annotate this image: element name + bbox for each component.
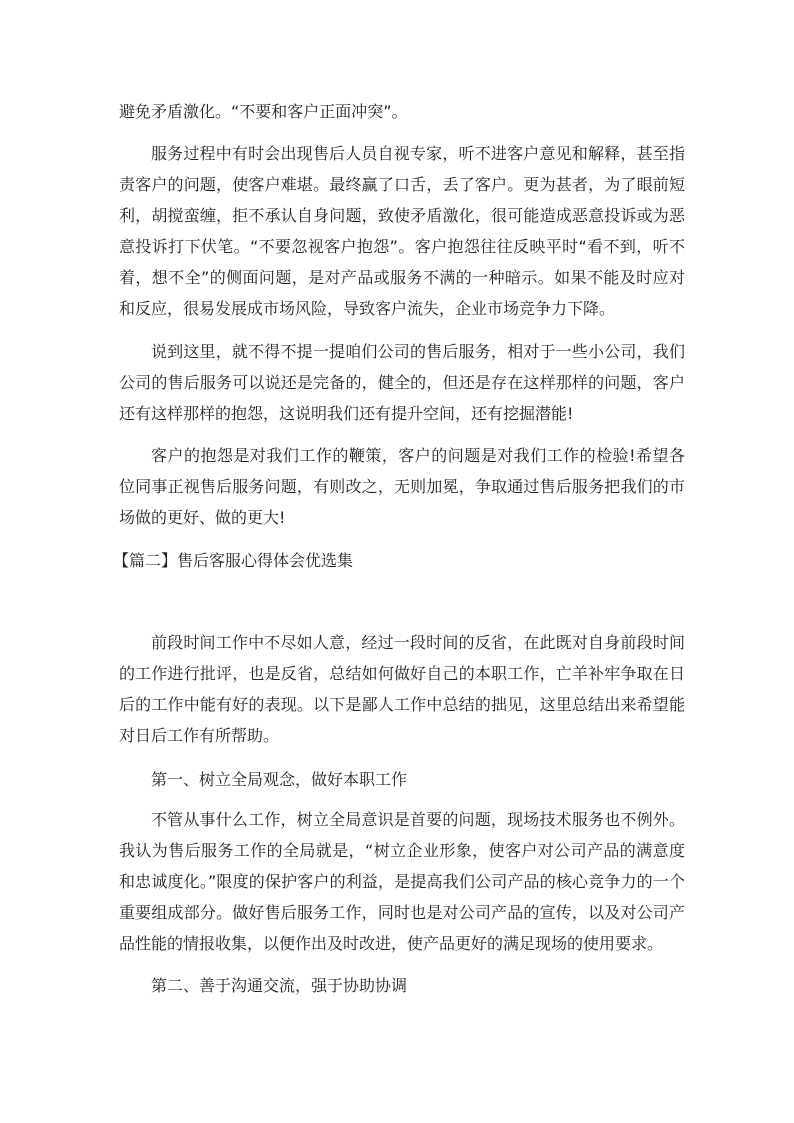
paragraph-self-review: 前段时间工作中不尽如人意，经过一段时间的反省，在此既对自身前段时间的工作进行批评，也是反省，总结如何做好自己的本职工作，亡羊补牢争取在日后的工作中能有好的表现。以下是鄙人工作中总结的拙见，这里总结出来希望能对日后工作有所帮助。	[119, 633, 685, 745]
subheading-first: 第一、树立全局观念，做好本职工作	[151, 770, 408, 789]
subheading-second: 第二、善于沟通交流，强于协助协调	[151, 976, 408, 995]
paragraph-customer-complaints: 客户的抱怨是对我们工作的鞭策，客户的问题是对我们工作的检验!希望各位同事正视售后服务问题，有则改之，无则加冕，争取通过售后服务把我们的市场做的更好、做的更大!	[119, 446, 685, 527]
paragraph-company-service: 说到这里，就不得不提一提咱们公司的售后服务，相对于一些小公司，我们公司的售后服务可以说还是完备的，健全的，但还是存在这样那样的问题，客户还有这样那样的抱怨，这说明我们还有提升空间，还有挖掘潜能!	[119, 342, 685, 423]
paragraph-intro-line: 避免矛盾激化。“不要和客户正面冲突”。	[119, 102, 408, 121]
paragraph-service-process: 服务过程中有时会出现售后人员自视专家，听不进客户意见和解释，甚至指责客户的问题，使客户难堪。最终赢了口舌，丢了客户。更为甚者，为了眼前短利，胡搅蛮缠，拒不承认自身问题，致使矛盾激化，很可能造成恶意投诉或为恶意投诉打下伏笔。“不要忽视客户抱怨”。客户抱怨往往反映平时“看不到，听不着，想不全”的侧面问题，是对产品或服务不满的一种暗示。如果不能及时应对和反应，很易发展成市场风险，导致客户流失，企业市场竞争力下降。	[119, 144, 685, 318]
paragraph-global-view: 不管从事什么工作，树立全局意识是首要的问题，现场技术服务也不例外。我认为售后服务工作的全局就是，“树立企业形象，使客户对公司产品的满意度和忠诚度化。”限度的保护客户的利益，是提高我们公司产品的核心竞争力的一个重要组成部分。做好售后服务工作，同时也是对公司产品的宣传，以及对公司产品性能的情报收集，以便作出及时改进，使产品更好的满足现场的使用要求。	[119, 810, 685, 953]
section-heading: 【篇二】售后客服心得体会优选集	[113, 551, 354, 570]
